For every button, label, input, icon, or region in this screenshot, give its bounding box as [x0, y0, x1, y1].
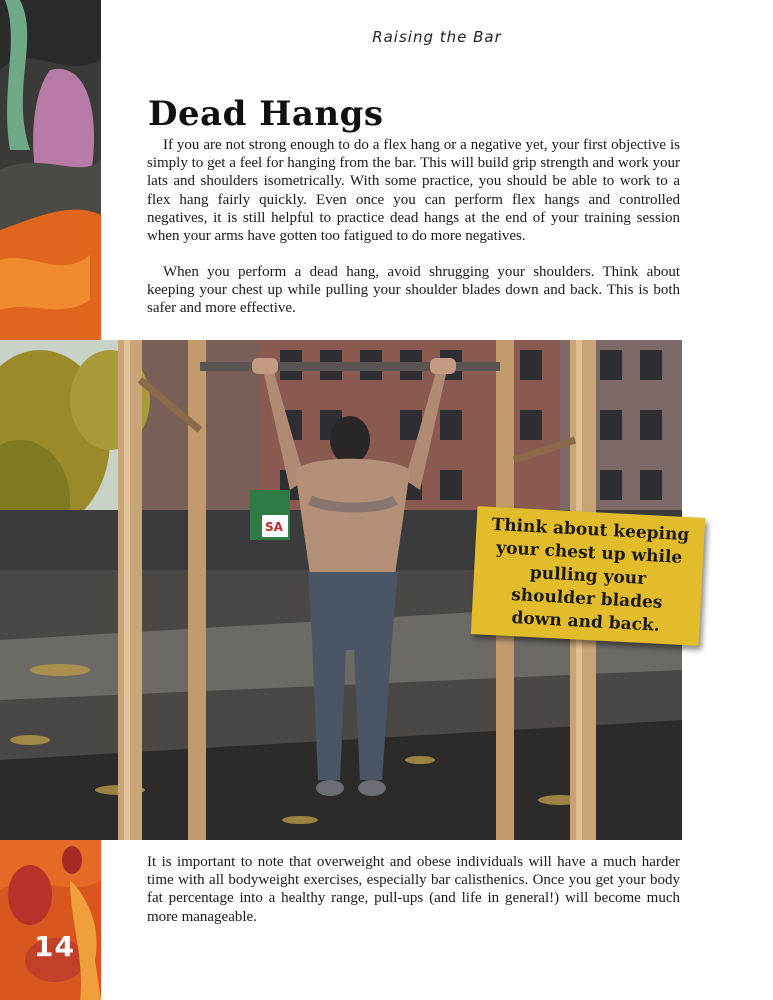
street-sign-text: SA — [265, 520, 283, 534]
body-paragraph-1: If you are not strong enough to do a flex hang or a negative yet, your first objective is simply to get a feel for hanging from the bar. This will build grip strength and work your lats and shoulders isometrically. With some practice, you should be able to work to a flex hang fairly quickly. Even once you can perform flex hangs and controlled negatives, it is still helpful to practice dead hangs at the end of your training session when your arms have gotten too fatigued to do more negatives. — [147, 137, 680, 245]
page-number: 14 — [34, 930, 75, 963]
pull-quote-callout — [471, 506, 705, 646]
pull-quote-text: Think about keeping your chest up while pulling your shoulder blades down and back. — [491, 514, 690, 636]
running-head: Raising the Bar — [372, 28, 502, 46]
body-paragraph-2: When you perform a dead hang, avoid shrugging your shoulders. Think about keeping your chest up while pulling your shoulder blades down and back. This is both safer and more effective. — [147, 264, 680, 317]
body-paragraph-3: It is important to note that overweight and obese individuals will have a much harder time with all bodyweight exercises, especially bar calisthenics. Once you get your body fat percentage into a healthy range, pull-ups (and life in general!) will become much more manageable. — [147, 854, 680, 925]
section-title: Dead Hangs — [148, 94, 384, 134]
